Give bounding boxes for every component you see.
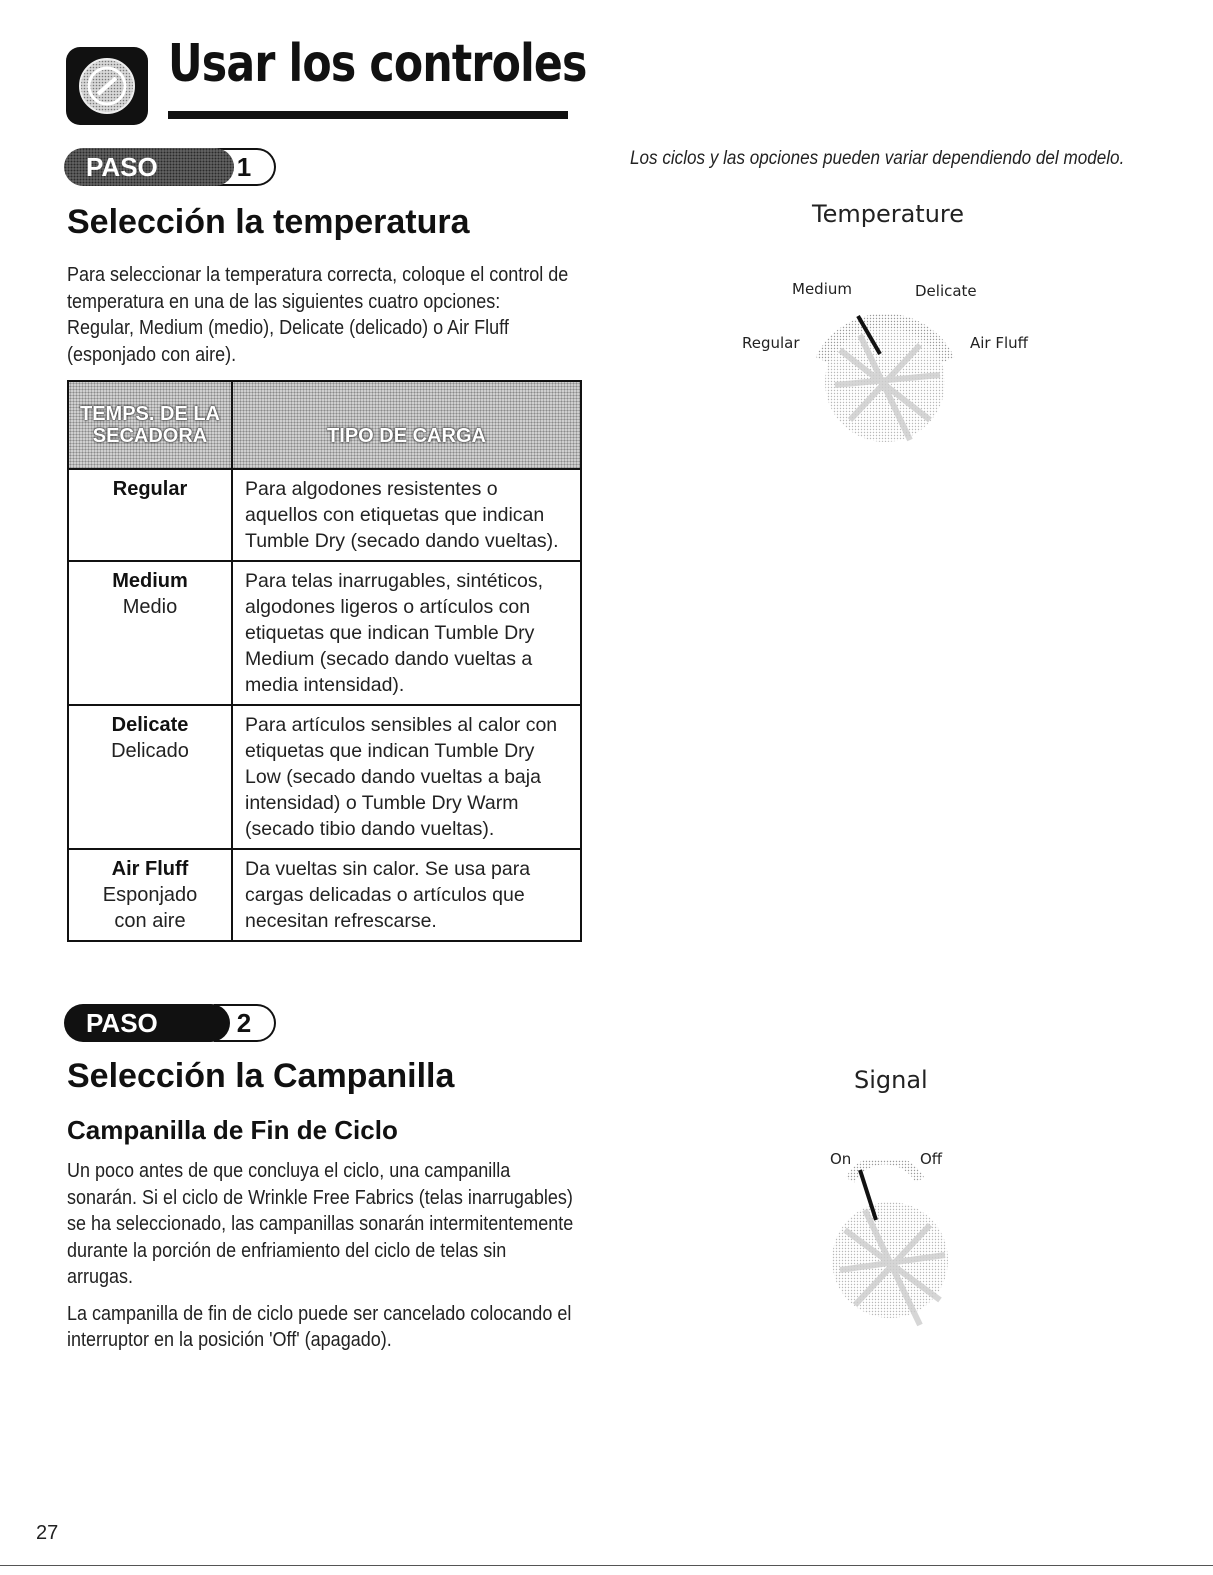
temp-name: Delicate — [111, 714, 189, 736]
dial-label-on: On — [830, 1150, 852, 1168]
step1-badge-label: PASO — [64, 148, 234, 186]
table-row — [68, 849, 581, 941]
table-header-load-type: TIPO DE CARGA — [232, 381, 581, 469]
step2-body — [67, 1158, 576, 1354]
table-header-temps: TEMPS. DE LA SECADORA — [68, 381, 232, 469]
table-cell-desc — [232, 469, 581, 561]
step2-title: Selección la Campanilla — [67, 1057, 455, 1095]
step1-number: 1 — [214, 148, 276, 186]
step1-badge — [64, 148, 274, 186]
dial-label-regular: Regular — [742, 334, 800, 352]
signal-dial-knob[interactable] — [820, 1160, 960, 1335]
table-header-row — [68, 381, 581, 469]
temp-spanish: Medio — [122, 596, 178, 618]
table-row — [68, 561, 581, 705]
dial-label-medium: Medium — [792, 280, 852, 298]
table-row — [68, 705, 581, 849]
step2-subtitle: Campanilla de Fin de Ciclo — [67, 1115, 398, 1145]
signal-dial-title: Signal — [854, 1066, 928, 1094]
table-cell-desc — [232, 849, 581, 941]
dial-label-off: Off — [920, 1150, 943, 1168]
step1-intro — [67, 262, 571, 368]
dial-label-delicate: Delicate — [915, 282, 977, 300]
table-cell-temp — [68, 561, 232, 705]
dial-icon — [66, 47, 148, 125]
step2-paragraph-1: Un poco antes de que concluya el ciclo, una campanilla sonarán. Si el ciclo de Wrinkle Free Fabrics (telas inarrugables) se ha seleccionado, las campanillas sonarán intermitentemente durante la porción de enfriamiento del ciclo de telas sin arrugas. — [67, 1160, 574, 1288]
step2-number: 2 — [214, 1004, 276, 1042]
temp-description: Para telas inarrugables, sintéticos, algodones ligeros o artículos con etiquetas que indican Tumble Dry Medium (secado dando vueltas a media intensidad). — [245, 570, 544, 696]
temperature-dial-knob[interactable] — [800, 290, 970, 470]
table-row — [68, 469, 581, 561]
table-cell-temp — [68, 705, 232, 849]
temp-spanish: Delicado — [111, 740, 189, 762]
step2-badge-label: PASO — [64, 1004, 230, 1042]
temperature-dial-title: Temperature — [812, 200, 965, 228]
page-number: 27 — [36, 1522, 59, 1544]
temperature-table — [67, 380, 582, 942]
bottom-divider — [0, 1565, 1213, 1566]
step1-intro-text: Para seleccionar la temperatura correcta, coloque el control de temperatura en una de las siguientes cuatro opciones: Regular, Medium (medio), Delicate (delicado) o Air Fluff (esponjado con aire). — [67, 264, 569, 366]
temp-description: Da vueltas sin calor. Se usa para cargas delicadas o artículos que necesitan refrescarse. — [245, 858, 531, 932]
page-title: Usar los controles — [168, 34, 587, 94]
table-cell-desc — [232, 705, 581, 849]
model-note: Los ciclos y las opciones pueden variar dependiendo del modelo. — [630, 148, 1125, 169]
table-cell-temp — [68, 849, 232, 941]
step2-paragraph-2: La campanilla de fin de ciclo puede ser cancelado colocando el interruptor en la posición 'Off' (apagado). — [67, 1302, 572, 1351]
temp-name: Air Fluff — [111, 858, 189, 880]
temp-spanish-line2: con aire — [114, 910, 186, 932]
temp-spanish: Esponjado — [102, 884, 198, 906]
dial-label-air-fluff: Air Fluff — [970, 334, 1029, 352]
table-cell-desc — [232, 561, 581, 705]
table-cell-temp — [68, 469, 232, 561]
step1-title: Selección la temperatura — [67, 203, 470, 241]
temp-description: Para artículos sensibles al calor con etiquetas que indican Tumble Dry Low (secado dando vueltas a baja intensidad) o Tumble Dry Warm (secado tibio dando vueltas). — [245, 714, 558, 840]
temp-name: Regular — [112, 478, 188, 500]
temp-description: Para algodones resistentes o aquellos con etiquetas que indican Tumble Dry (secado dando vueltas). — [245, 478, 559, 552]
step2-badge — [64, 1004, 274, 1042]
temp-name: Medium — [112, 570, 188, 592]
title-underline — [168, 111, 568, 119]
